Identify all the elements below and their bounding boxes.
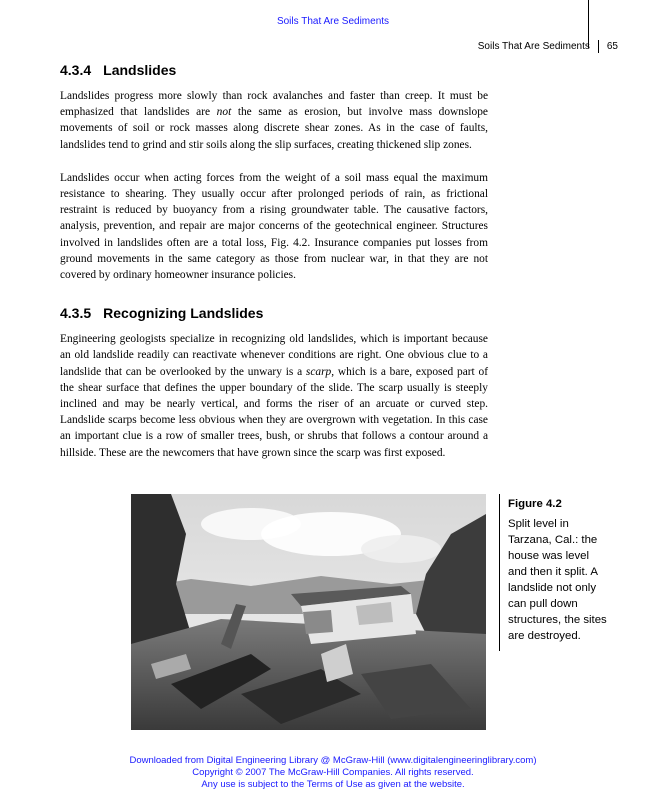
- paragraph: [60, 88, 488, 153]
- footer-download-link[interactable]: Downloaded from Digital Engineering Library @ McGraw-Hill (www.digitalengineeringlibrary.com): [129, 755, 537, 766]
- paragraph: Landslides occur when acting forces from the weight of a soil mass equal the maximum resistance to shearing. They usually occur after prolonged periods of rain, as frictional restraint is reduced by buoyancy from a rising groundwater table. The causative factors, analysis, prevention, and repair are major concerns of the geotechnical engineer. Structures involved in landslides often are a total loss, Fig. 4.2. Insurance companies put losses from ground movements in the same category as those from nuclear war, in that they are not covered by ordinary homeowner insurance policies.: [60, 171, 488, 282]
- section-number: 4.3.5: [60, 305, 92, 322]
- running-head-divider: [598, 40, 599, 53]
- caption-rule: [499, 494, 500, 651]
- emphasis: scarp: [305, 365, 332, 378]
- section-title: Recognizing Landslides: [103, 305, 264, 322]
- figure-label: Figure 4.2: [508, 498, 562, 510]
- figure-caption: [508, 496, 608, 644]
- page-number: 65: [606, 41, 618, 53]
- figure-photo-landslide: [131, 494, 486, 730]
- top-link[interactable]: Soils That Are Sediments: [276, 16, 390, 27]
- section-number: 4.3.4: [60, 62, 92, 78]
- footer-terms[interactable]: Any use is subject to the Terms of Use as given at the website.: [201, 779, 465, 790]
- section-heading-landslides: [60, 62, 488, 78]
- footer: [0, 755, 666, 791]
- footer-copyright: Copyright © 2007 The McGraw-Hill Companies. All rights reserved.: [192, 767, 474, 778]
- text-run: Engineering geologists specialize in recognizing old landslides, which is important because an old landslide readily can reactivate whenever conditions are right. One obvious clue to a landslide that can be overlooked by the unwary is a: [60, 333, 488, 378]
- text-run: , which is a bare, exposed part of the shear surface that defines the upper boundary of the slide. The scarp usually is steeply inclined and may be nearly vertical, and forms the riser of an arcuate or curved step. Landslide scarps become less obvious when they are overgrown with vegetation. In this case an important clue is a row of smaller trees, bush, or shrubs that follows a contour around a hillside. These are the newcomers that have grown since the scarp was first exposed.: [60, 365, 488, 459]
- section-title: Landslides: [103, 62, 177, 78]
- text-run: the same as erosion, but involve mass downslope movements of soil or rock masses along discrete shear zones. As in the case of faults, landslides tend to grind and stir soils along the slip surfaces, creating thickened slip zones.: [60, 106, 488, 151]
- running-head: [478, 40, 618, 53]
- running-title: Soils That Are Sediments: [477, 41, 590, 53]
- emphasis: not: [216, 106, 232, 119]
- text-run: Landslides progress more slowly than rock avalanches and faster than creep. It must be emphasized that landslides are: [60, 90, 488, 119]
- section-heading-recognizing: [60, 305, 488, 321]
- main-text: [60, 62, 488, 461]
- figure-caption-text: Split level in Tarzana, Cal.: the house was level and then it split. A landslide not only can pull down structures, the sites are destroyed.: [508, 518, 607, 642]
- paragraph: [60, 331, 488, 461]
